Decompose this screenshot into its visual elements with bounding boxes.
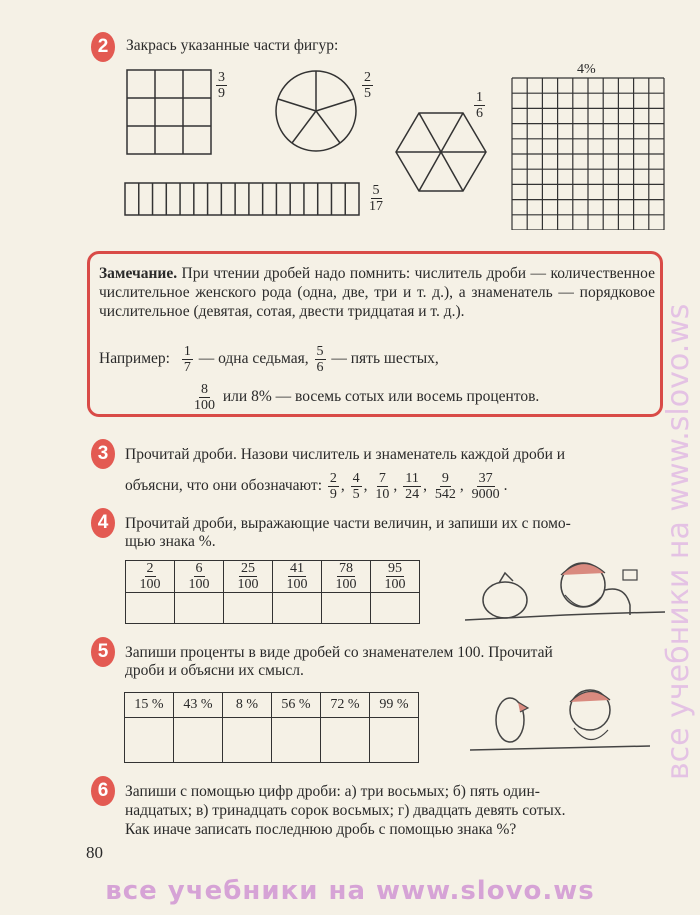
table5-answer-cell[interactable]: [321, 718, 370, 763]
circle-figure: [276, 71, 356, 151]
table4-answer-cell[interactable]: [126, 593, 175, 624]
exercise-4-line2: щью знака %.: [125, 533, 216, 550]
table5-answer-cell[interactable]: [174, 718, 223, 763]
table4-answer-cell[interactable]: [273, 593, 322, 624]
label-2-5: $\frac{2}{5}$: [364, 70, 371, 101]
table5-answer-cell[interactable]: [223, 718, 272, 763]
strip-17-figure: [125, 183, 359, 215]
example-3-text: или 8% — восемь сотых или восемь процентов.: [222, 388, 540, 406]
table4-answer-cell[interactable]: [175, 593, 224, 624]
exercise-3-prompt: объясни, что они обозначают:: [125, 477, 323, 495]
exercise-6-line1: Запиши с помощью цифр дроби: а) три восьмых; б) пять один-: [125, 783, 540, 800]
exercise-4-line1: Прочитай дроби, выражающие части величин, и запиши их с помо-: [125, 515, 571, 532]
table4-cell: $\frac{6}{100}$: [175, 561, 224, 593]
table5-cell: 15 %: [125, 693, 174, 718]
table4-answer-cell[interactable]: [371, 593, 420, 624]
exercise-6-badge: 6: [91, 776, 115, 806]
label-1-6: $\frac{1}{6}$: [476, 90, 483, 121]
note-title: Замечание.: [99, 265, 178, 282]
watermark-side-text: все учебники на www.slovo.ws: [661, 303, 696, 780]
exercise-3-line2: объясни, что они обозначают: $\frac{2}{9}$ , $\frac{4}{5}$ , $\frac{7}{10}$ , $\frac{11}{24}$ , $\frac{9}{542}$ , $\frac{37}{9000}$ .: [125, 471, 508, 502]
note-example-1: Например: $\frac{1}{7}$ — одна седьмая, $\frac{5}{6}$ — пять шестых,: [99, 344, 439, 375]
label-4-percent: 4%: [577, 62, 596, 77]
exercise-4-badge: 4: [91, 508, 115, 538]
hexagon-figure: [396, 113, 486, 191]
table4-answer-cell[interactable]: [224, 593, 273, 624]
table5-cell: 43 %: [174, 693, 223, 718]
label-3-9: $\frac{3}{9}$: [218, 70, 225, 101]
table5-answer-cell[interactable]: [272, 718, 321, 763]
note-body: При чтении дробей надо помнить: числитель дроби — количественное числительное женского рода (одна, две, три и т. д.), а знаменатель — порядковое числительное (девятая, сотая, двести тридцатая и т. д.).: [99, 265, 655, 320]
exercise-4-table: [125, 560, 420, 624]
exercise-2-text: Закрась указанные части фигур:: [126, 37, 339, 54]
pirate-illustration-2: [470, 680, 650, 760]
watermark-bottom: все учебники на www.slovo.ws: [105, 876, 595, 906]
table4-cell: $\frac{78}{100}$: [322, 561, 371, 593]
table5-answer-cell[interactable]: [370, 718, 419, 763]
table4-cell: $\frac{2}{100}$: [126, 561, 175, 593]
exercise-6-line2: надцатых; в) тринадцать сорок восьмых; г) двадцать девять сотых.: [125, 802, 566, 819]
table5-cell: 99 %: [370, 693, 419, 718]
example-prefix: Например:: [99, 350, 170, 368]
table5-cell: 56 %: [272, 693, 321, 718]
table4-cell: $\frac{25}{100}$: [224, 561, 273, 593]
note-example-2: $\frac{8}{100}$ или 8% — восемь сотых или восемь процентов.: [194, 382, 540, 413]
label-5-17: $\frac{5}{17}$: [369, 183, 383, 214]
exercise-2-figures: [0, 0, 700, 230]
exercise-3-badge: 3: [91, 439, 115, 469]
example-1-text: — одна седьмая,: [198, 350, 309, 368]
table4-answer-cell[interactable]: [322, 593, 371, 624]
watermark-side: [628, 20, 698, 800]
exercise-5-badge: 5: [91, 637, 115, 667]
exercise-2-badge: 2: [91, 32, 115, 62]
note-text: [99, 264, 655, 321]
example-2-text: — пять шестых,: [331, 350, 439, 368]
table5-cell: 8 %: [223, 693, 272, 718]
exercise-5-line1: Запиши проценты в виде дробей со знаменателем 100. Прочитай: [125, 644, 553, 661]
exercise-6-line3: Как иначе записать последнюю дробь с помощью знака %?: [125, 821, 517, 838]
exercise-3-line1: Прочитай дроби. Назови числитель и знаменатель каждой дроби и: [125, 446, 566, 463]
grid-3x3-figure: [127, 70, 211, 154]
table4-cell: $\frac{41}{100}$: [273, 561, 322, 593]
table5-cell: 72 %: [321, 693, 370, 718]
table4-cell: $\frac{95}{100}$: [371, 561, 420, 593]
table5-answer-cell[interactable]: [125, 718, 174, 763]
exercise-5-table: [124, 692, 419, 763]
exercise-5-line2: дроби и объясни их смысл.: [125, 662, 304, 679]
page-number: 80: [86, 843, 103, 862]
